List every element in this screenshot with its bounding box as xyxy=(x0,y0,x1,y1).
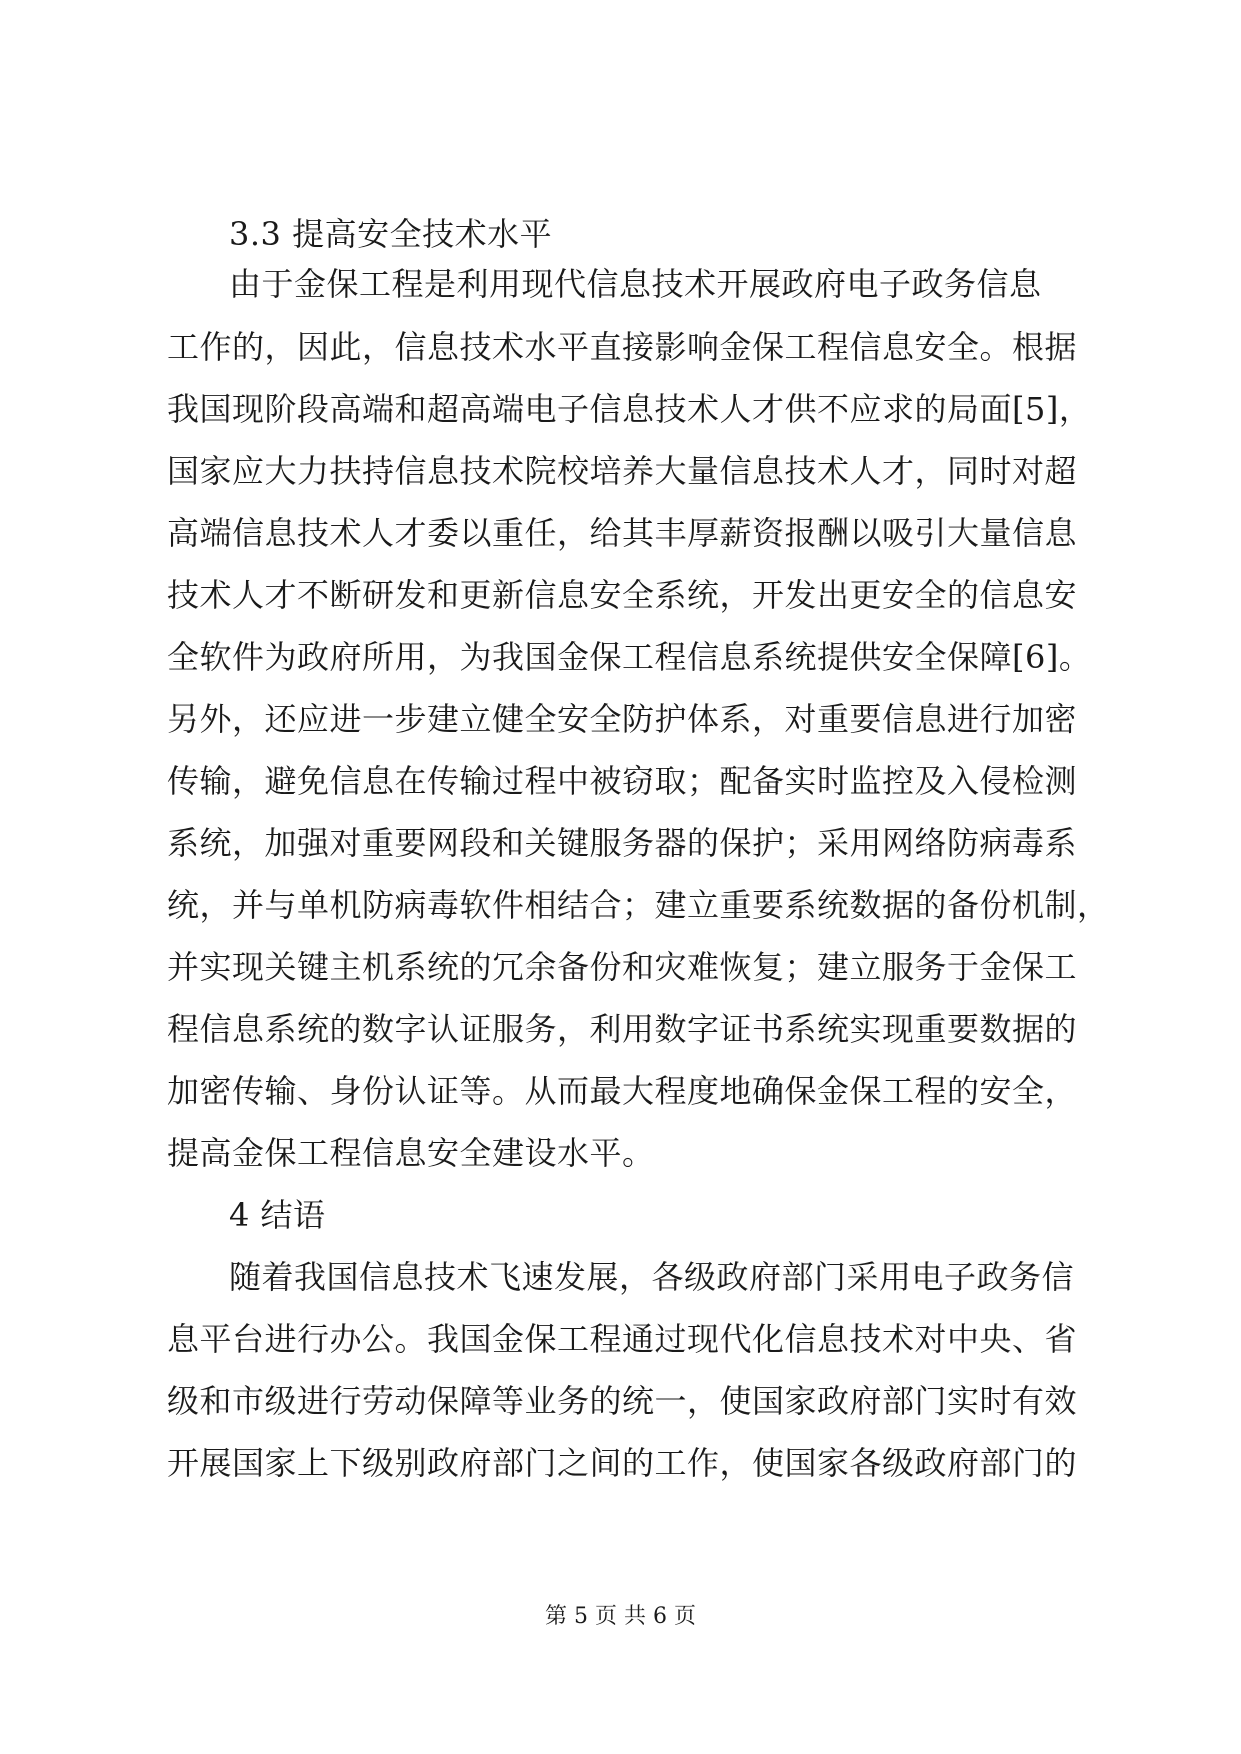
paragraph-line: 统，并与单机防病毒软件相结合；建立重要系统数据的备份机制， xyxy=(167,886,1110,924)
paragraph-line: 工作的，因此，信息技术水平直接影响金保工程信息安全。根据 xyxy=(167,328,1078,366)
paragraph-line: 随着我国信息技术飞速发展，各级政府部门采用电子政务信 xyxy=(229,1258,1075,1296)
paragraph-line: 由于金保工程是利用现代信息技术开展政府电子政务信息 xyxy=(229,265,1042,303)
paragraph-line: 并实现关键主机系统的冗余备份和灾难恢复；建立服务于金保工 xyxy=(167,948,1078,986)
paragraph-line: 全软件为政府所用，为我国金保工程信息系统提供安全保障[6]。 xyxy=(167,638,1092,676)
paragraph-line: 国家应大力扶持信息技术院校培养大量信息技术人才，同时对超 xyxy=(167,452,1078,490)
paragraph-line: 我国现阶段高端和超高端电子信息技术人才供不应求的局面[5]， xyxy=(167,390,1092,428)
paragraph-line: 技术人才不断研发和更新信息安全系统，开发出更安全的信息安 xyxy=(167,576,1078,614)
paragraph-line: 高端信息技术人才委以重任，给其丰厚薪资报酬以吸引大量信息 xyxy=(167,514,1078,552)
paragraph-line: 程信息系统的数字认证服务，利用数字证书系统实现重要数据的 xyxy=(167,1010,1078,1048)
page-footer: 第 5 页 共 6 页 xyxy=(545,1604,696,1629)
paragraph-line: 息平台进行办公。我国金保工程通过现代化信息技术对中央、省 xyxy=(167,1320,1078,1358)
paragraph-line: 另外，还应进一步建立健全安全防护体系，对重要信息进行加密 xyxy=(167,700,1078,738)
paragraph-line: 加密传输、身份认证等。从而最大程度地确保金保工程的安全， xyxy=(167,1072,1078,1110)
section-heading: 4 结语 xyxy=(229,1196,326,1234)
paragraph-line: 传输，避免信息在传输过程中被窃取；配备实时监控及入侵检测 xyxy=(167,762,1078,800)
paragraph-line: 提高金保工程信息安全建设水平。 xyxy=(167,1134,655,1172)
paragraph-line: 系统，加强对重要网段和关键服务器的保护；采用网络防病毒系 xyxy=(167,824,1078,862)
paragraph-line: 级和市级进行劳动保障等业务的统一，使国家政府部门实时有效 xyxy=(167,1382,1078,1420)
section-heading: 3.3 提高安全技术水平 xyxy=(229,215,553,253)
paragraph-line: 开展国家上下级别政府部门之间的工作，使国家各级政府部门的 xyxy=(167,1444,1078,1482)
